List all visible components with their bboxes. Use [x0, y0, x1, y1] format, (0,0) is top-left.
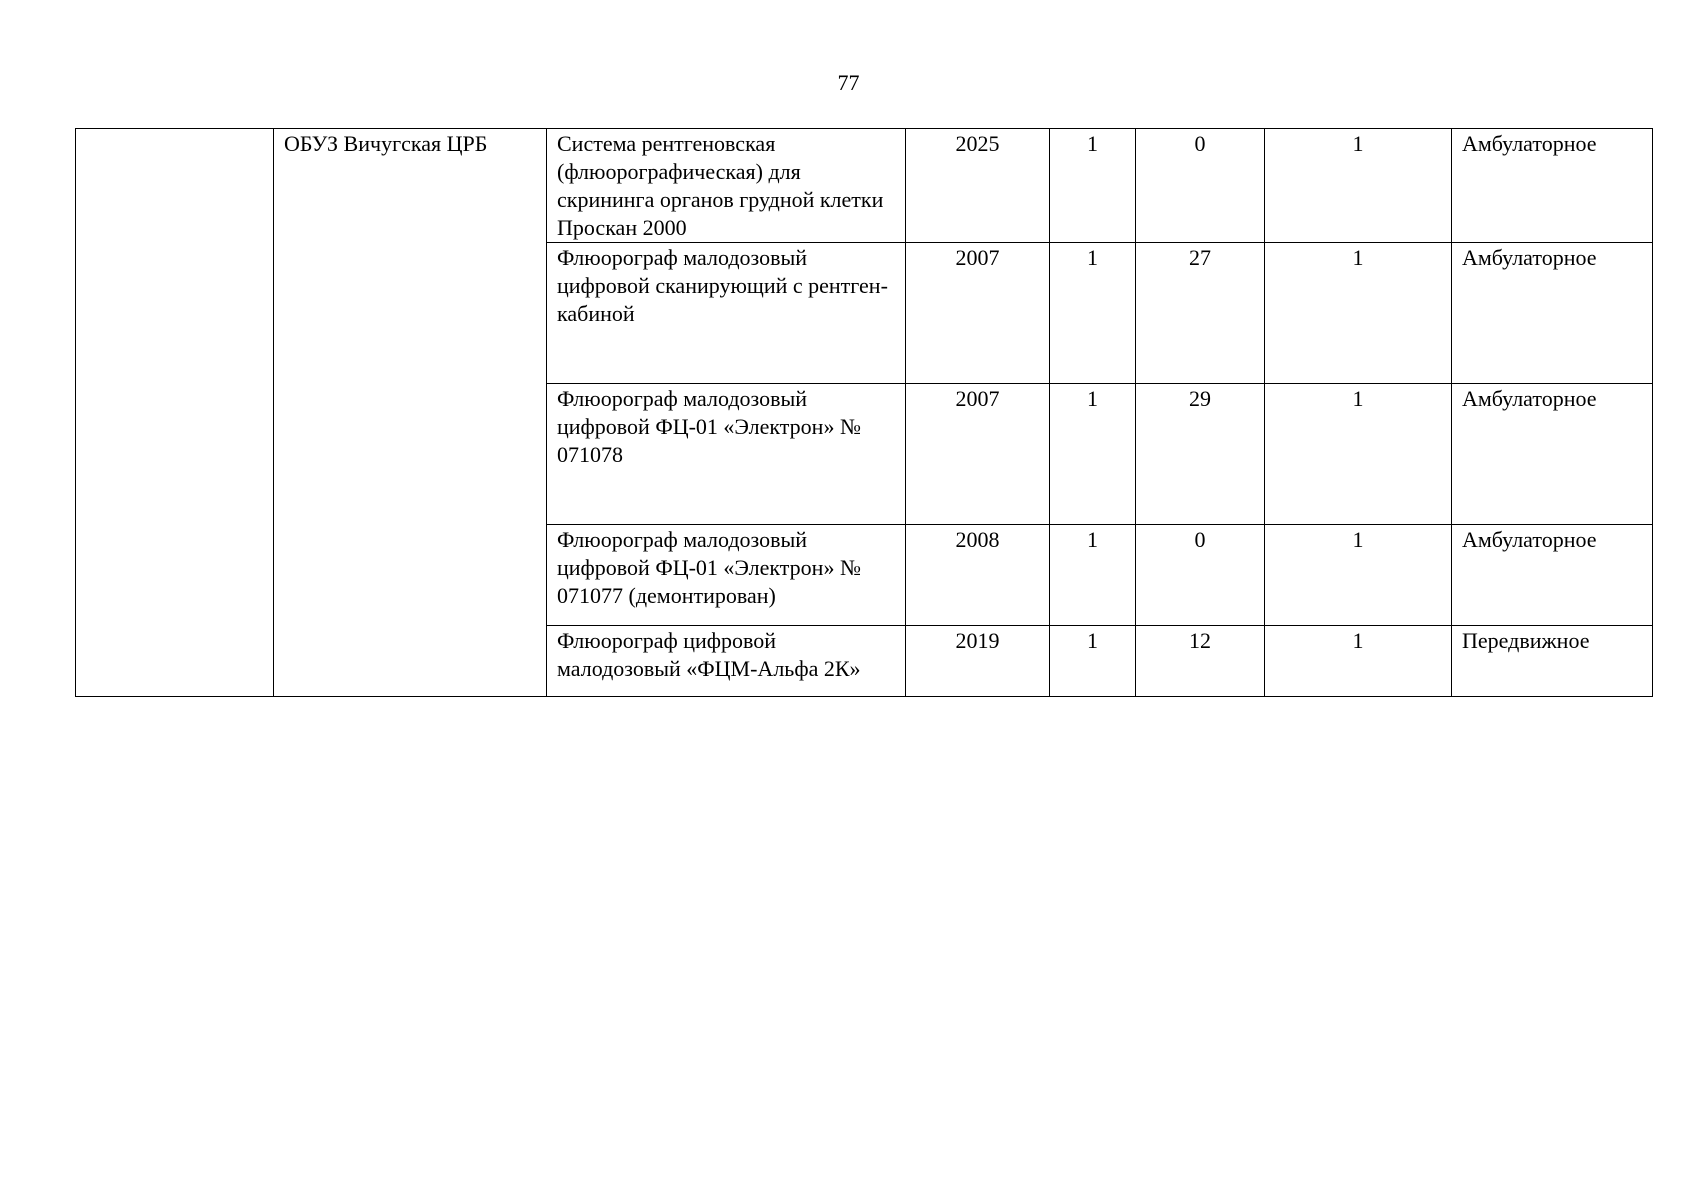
- equipment-name-cell: Флюорограф малодозовый цифровой сканирующий с рентген-кабиной: [547, 243, 906, 384]
- organization-cell: ОБУЗ Вичугская ЦРБ: [274, 129, 547, 697]
- equipment-name-cell: Система рентгеновская (флюорографическая) для скрининга органов грудной клетки Проскан 2000: [547, 129, 906, 243]
- value-cell: 29: [1136, 384, 1265, 525]
- equipment-name-cell: Флюорограф малодозовый цифровой ФЦ-01 «Электрон» № 071077 (демонтирован): [547, 525, 906, 626]
- page-number: 77: [837, 70, 860, 95]
- quantity-cell: 1: [1050, 384, 1136, 525]
- count-cell: 1: [1265, 129, 1452, 243]
- type-cell: Амбулаторное: [1452, 384, 1653, 525]
- quantity-cell: 1: [1050, 626, 1136, 697]
- group-cell: [76, 129, 274, 697]
- equipment-table: [75, 128, 1653, 697]
- value-cell: 0: [1136, 525, 1265, 626]
- count-cell: 1: [1265, 243, 1452, 384]
- equipment-name-cell: Флюорограф малодозовый цифровой ФЦ-01 «Электрон» № 071078: [547, 384, 906, 525]
- value-cell: 12: [1136, 626, 1265, 697]
- count-cell: 1: [1265, 384, 1452, 525]
- value-cell: 0: [1136, 129, 1265, 243]
- year-cell: 2025: [906, 129, 1050, 243]
- count-cell: 1: [1265, 626, 1452, 697]
- type-cell: Амбулаторное: [1452, 129, 1653, 243]
- quantity-cell: 1: [1050, 525, 1136, 626]
- equipment-name-cell: Флюорограф цифровой малодозовый «ФЦМ-Альфа 2К»: [547, 626, 906, 697]
- value-cell: 27: [1136, 243, 1265, 384]
- table-row: [76, 129, 1653, 243]
- type-cell: Амбулаторное: [1452, 243, 1653, 384]
- quantity-cell: 1: [1050, 243, 1136, 384]
- count-cell: 1: [1265, 525, 1452, 626]
- type-cell: Передвижное: [1452, 626, 1653, 697]
- year-cell: 2007: [906, 384, 1050, 525]
- year-cell: 2019: [906, 626, 1050, 697]
- year-cell: 2008: [906, 525, 1050, 626]
- type-cell: Амбулаторное: [1452, 525, 1653, 626]
- quantity-cell: 1: [1050, 129, 1136, 243]
- year-cell: 2007: [906, 243, 1050, 384]
